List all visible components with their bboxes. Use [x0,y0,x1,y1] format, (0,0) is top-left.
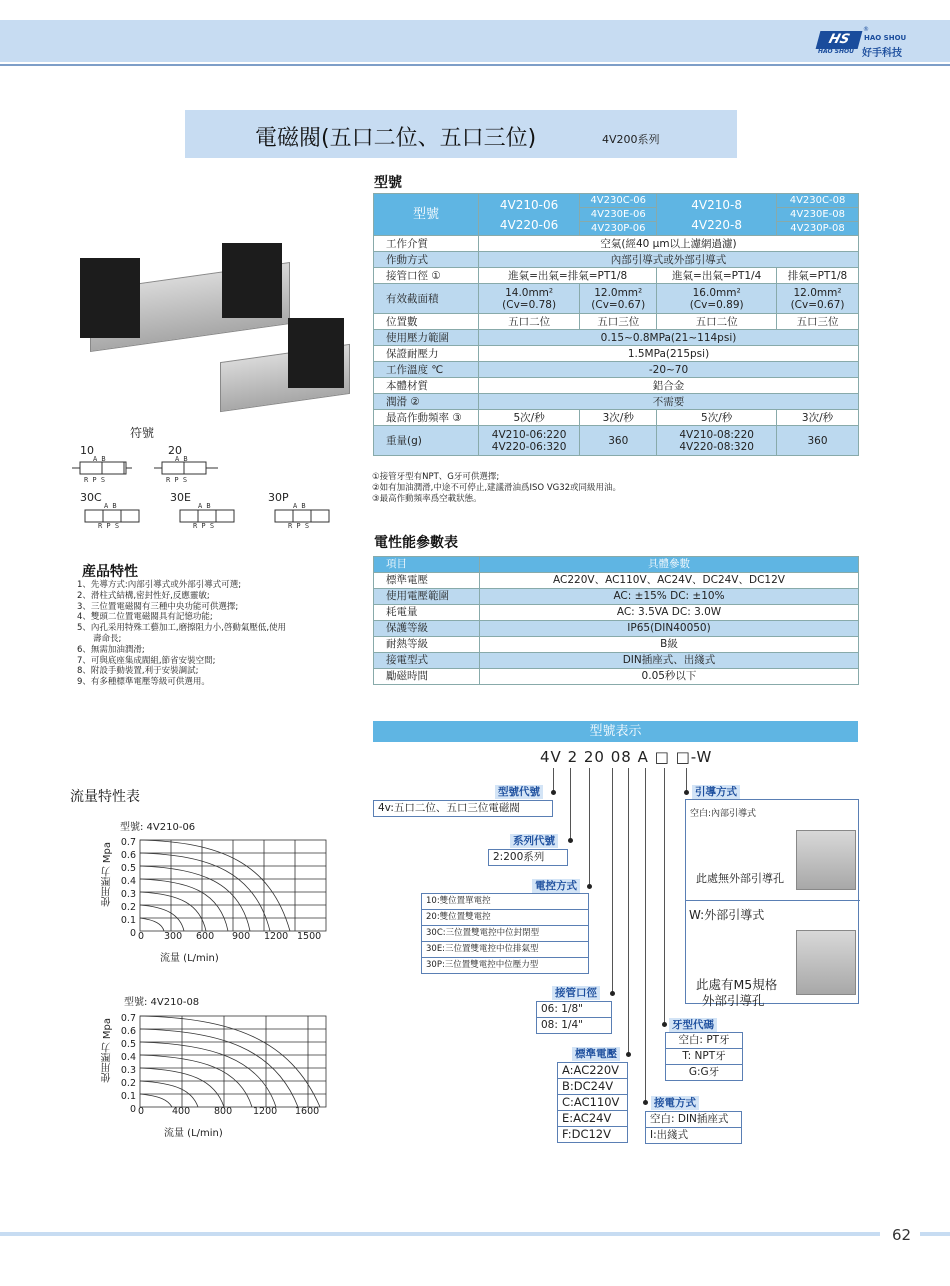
row-label: 使用壓力範圍 [374,330,479,346]
connect-title: 接電方式 [651,1096,699,1110]
note: ①接管牙型有NPT、G牙可供選擇; [372,472,500,482]
x-tick: 900 [232,931,251,942]
row-value: 5次/秒 [479,410,580,426]
row-value: 16.0mm² (Cv=0.89) [657,284,777,314]
page-title: 電磁閥(五口二位、五口三位) [255,126,537,151]
valve-image-internal [796,830,856,890]
x-tick: 1500 [297,931,322,942]
row-value: 3次/秒 [777,410,859,426]
y-tick: 0.2 [120,902,136,913]
registered-mark: ® [863,26,869,33]
row-label: 使用電壓範圍 [374,589,480,605]
row-value: 1.5MPa(215psi) [479,346,859,362]
x-tick: 300 [164,931,183,942]
model-b2: 4V230E-06 [580,208,657,222]
y-tick: 0 [129,928,136,939]
row-label: 耐熱等級 [374,637,480,653]
row-value: -20~70 [479,362,859,378]
chart1-title: 型號: 4V210-06 [120,822,196,833]
chart1-xlabel: 流量 (L/min) [160,953,219,964]
row-label: 位置數 [374,314,479,330]
option: 08: 1/4" [541,1019,583,1031]
row-label: 保證耐壓力 [374,346,479,362]
coil-small [288,318,344,388]
row-label: 保護等級 [374,621,480,637]
model-c: 4V210-8 4V220-8 [657,194,777,236]
product-photo [70,238,360,438]
symbol-label: 30E [170,491,191,504]
option: 30C:三位置雙電控中位封閉型 [422,926,588,942]
port-label: A B [93,455,106,463]
row-label: 接電型式 [374,653,480,669]
row-value: IP65(DIN40050) [480,621,859,637]
row-value: 五口二位 [479,314,580,330]
flow-chart-1 [100,832,340,967]
option: 空白: DIN插座式 [646,1112,741,1128]
row-value: 五口二位 [657,314,777,330]
electrical-table [373,556,859,685]
row-label: 標準電壓 [374,573,480,589]
row-value: 不需要 [479,394,859,410]
feature-item: 6、無需加油潤滑; [77,644,145,655]
model-heading: 型號 [374,175,402,191]
connector-dot [626,1052,631,1057]
y-tick: 0.6 [120,850,136,861]
option: 20:雙位置雙電控 [422,910,588,926]
y-tick: 0.2 [120,1078,136,1089]
row-label: 有效截面積 [374,284,479,314]
connector-dot [610,991,615,996]
symbol-label: 20 [168,444,182,457]
brand-logo: HS [816,31,863,49]
row-label: 耗電量 [374,605,480,621]
row-value: 排氣=PT1/8 [777,268,859,284]
port-label: A B [175,455,188,463]
connector [664,768,665,1026]
voltage-box [557,1062,628,1143]
code-label-box [373,800,553,817]
header-rule [0,64,950,66]
row-value: 鋁合金 [479,378,859,394]
port-label: A B [104,502,117,510]
electrical-heading: 電性能參數表 [374,535,458,551]
row-label: 最高作動頻率 ③ [374,410,479,426]
code-label-title: 型號代號 [495,785,543,799]
feature-item: 7、可與底座集成閥組,節省安裝空間; [77,655,216,666]
model-code-heading: 型號表示 [373,721,858,742]
feature-item: 8、附設手動裝置,利于安裝調試; [77,666,199,677]
footer-rule [0,1232,880,1236]
row-value: 360 [580,426,657,456]
x-tick: 1600 [295,1106,320,1117]
coil-right [222,243,282,318]
y-tick: 0.1 [120,1091,136,1102]
connector [628,768,629,1054]
flow-heading: 流量特性表 [70,789,140,805]
port-label: A B [198,502,211,510]
row-value: 12.0mm² (Cv=0.67) [580,284,657,314]
feature-item: 2、滑柱式結構,密封性好,反應靈敏; [77,590,210,601]
port-label: R P S [193,522,215,530]
row-value: 五口三位 [580,314,657,330]
option: 空白: PT牙 [666,1033,742,1049]
feature-item: 3、三位置電磁閥有三種中央功能可供選擇; [77,601,239,612]
row-value: 進氣=出氣=排氣=PT1/8 [479,268,657,284]
chart2-ylabel: 使用壓力 Mpa [102,1018,113,1083]
note: ②如有加油潤滑,中途不可停止,建議滑油爲ISO VG32或同級用油。 [372,483,622,493]
y-tick: 0.3 [120,1065,136,1076]
connector [589,768,590,886]
row-value: AC220V、AC110V、AC24V、DC24V、DC12V [480,573,859,589]
connector-dot [568,838,573,843]
series-name: 4V200系列 [602,133,660,146]
row-value: 360 [777,426,859,456]
row-label: 勵磁時間 [374,669,480,685]
option: 2:200系列 [493,851,545,863]
symbols-heading: 符號 [130,426,155,440]
x-tick: 0 [138,931,145,942]
pilot-external-note: 外部引導孔 [702,993,765,1008]
footer-rule-end [920,1232,950,1236]
row-value: 5次/秒 [657,410,777,426]
connector-dot [587,884,592,889]
col-header: 具體參數 [480,557,859,573]
feature-item: 4、雙頭二位置電磁閥具有記憶功能; [77,612,213,623]
row-value: 4V210-06:220 4V220-06:320 [479,426,580,456]
connector [686,768,687,792]
page-number: 62 [892,1226,912,1244]
row-value: 內部引導式或外部引導式 [479,252,859,268]
series-label-title: 系列代號 [510,834,558,848]
y-tick: 0.7 [120,1013,136,1024]
valve-symbols [70,442,370,532]
model-code-string: 4V 2 20 08 A □ □-W [540,748,713,766]
connector-dot [684,790,689,795]
row-value: 0.05秒以下 [480,669,859,685]
pilot-internal-note: 此處無外部引導孔 [696,872,784,885]
row-value: B級 [480,637,859,653]
row-label: 重量(g) [374,426,479,456]
model-d2: 4V230E-08 [777,208,859,222]
col-header: 項目 [374,557,480,573]
option: T: NPT牙 [666,1049,742,1065]
port-label: R P S [98,522,120,530]
connector [570,768,571,840]
brand-name-en: HAO SHOU [864,34,907,42]
row-label: 潤滑 ② [374,394,479,410]
row-value: 12.0mm² (Cv=0.67) [777,284,859,314]
row-label: 工作溫度 ℃ [374,362,479,378]
row-value: 3次/秒 [580,410,657,426]
series-label-box [488,849,568,866]
features-heading: 産品特性 [82,564,138,580]
option: 06: 1/8" [537,1002,611,1018]
row-value: 0.15~0.8MPa(21~114psi) [479,330,859,346]
x-tick: 0 [138,1106,145,1117]
row-value: 進氣=出氣=PT1/4 [657,268,777,284]
control-box [421,893,589,974]
connector-dot [643,1100,648,1105]
option: B:DC24V [558,1079,627,1095]
port-title: 接管口徑 [552,986,600,1000]
connector-dot [662,1022,667,1027]
feature-item: 5、內孔采用特殊工藝加工,磨擦阻力小,啓動氣壓低,使用 [77,623,287,634]
chart1-ylabel: 使用壓力 Mpa [102,842,113,907]
port-label: R P S [84,476,106,484]
divider [686,900,860,901]
row-label: 本體材質 [374,378,479,394]
voltage-title: 標準電壓 [572,1047,620,1061]
x-tick: 1200 [253,1106,278,1117]
pilot-box [685,799,859,1008]
model-label: 型號 [374,194,479,236]
connector-dot [551,790,556,795]
row-value: DIN插座式、出綫式 [480,653,859,669]
row-value: AC: ±15% DC: ±10% [480,589,859,605]
y-tick: 0.3 [120,889,136,900]
brand-logo-sub: HAO SHOU [818,48,854,55]
option: C:AC110V [558,1095,627,1111]
flow-chart-2 [100,1008,340,1118]
y-tick: 0.5 [120,1039,136,1050]
option: 30P:三位置雙電控中位壓力型 [426,960,539,970]
brand-name-cn: 好手科技 [862,48,902,59]
y-tick: 0.5 [120,863,136,874]
option: E:AC24V [558,1111,627,1127]
chart1-yticks [120,836,136,940]
y-tick: 0.1 [120,915,136,926]
row-value: 4V210-08:220 4V220-08:320 [657,426,777,456]
port-label: R P S [166,476,188,484]
control-title: 電控方式 [532,879,580,893]
coil-left [80,258,140,338]
valve-image-external [796,930,856,995]
y-tick: 0.4 [120,876,136,887]
model-b3: 4V230P-06 [580,222,657,236]
note: ③最高作動頻率爲空載狀態。 [372,494,482,504]
y-tick: 0.4 [120,1052,136,1063]
model-d3: 4V230P-08 [777,222,859,236]
symbol-label: 30P [268,491,289,504]
option: 30E:三位置雙電控中位排氣型 [422,942,588,958]
row-label: 接管口徑 ① [374,268,479,284]
row-value: 空氣(經40 μm以上濾網過濾) [479,236,859,252]
option: 4v:五口二位、五口三位電磁閥 [378,802,520,814]
row-label: 作動方式 [374,252,479,268]
row-label: 工作介質 [374,236,479,252]
y-tick: 0.7 [120,837,136,848]
features-list [77,580,286,688]
y-tick: 0 [129,1104,136,1115]
pilot-internal: 空白:內部引導式 [690,809,757,819]
symbol-label: 10 [80,444,94,457]
chart2-title: 型號: 4V210-08 [124,997,200,1008]
header-band [0,20,950,62]
feature-item: 1、先導方式:內部引導式或外部引導式可選; [77,580,242,590]
row-value: AC: 3.5VA DC: 3.0W [480,605,859,621]
option: I:出綫式 [650,1129,689,1141]
spec-notes [372,472,621,505]
x-tick: 800 [214,1106,233,1117]
chart2-xlabel: 流量 (L/min) [164,1128,223,1139]
option: G:G牙 [688,1066,720,1078]
port-box [536,1001,612,1034]
option: 10:雙位置單電控 [422,894,588,910]
symbol-label: 30C [80,491,102,504]
thread-box [665,1032,743,1081]
y-tick: 0.6 [120,1026,136,1037]
x-tick: 1200 [264,931,289,942]
row-value: 14.0mm² (Cv=0.78) [479,284,580,314]
pilot-title: 引導方式 [692,785,740,799]
connector [645,768,646,1103]
port-label: R P S [288,522,310,530]
x-tick: 400 [172,1106,191,1117]
row-value: 五口三位 [777,314,859,330]
connector [612,768,613,993]
feature-item: 壽命長; [93,633,122,644]
thread-title: 牙型代碼 [669,1018,717,1032]
model-b1: 4V230C-06 [580,194,657,208]
chart2-yticks [120,1012,136,1116]
pilot-external: W:外部引導式 [689,908,765,922]
x-tick: 600 [196,931,215,942]
feature-item: 9、有多種標準電壓等級可供選用。 [77,677,210,688]
port-label: A B [293,502,306,510]
spec-table [373,193,859,456]
model-a: 4V210-06 4V220-06 [479,194,580,236]
option: F:DC12V [562,1127,611,1141]
model-d1: 4V230C-08 [777,194,859,208]
pilot-external-note: 此處有M5規格 [696,977,778,992]
option: A:AC220V [558,1063,627,1079]
connect-box [645,1111,742,1144]
